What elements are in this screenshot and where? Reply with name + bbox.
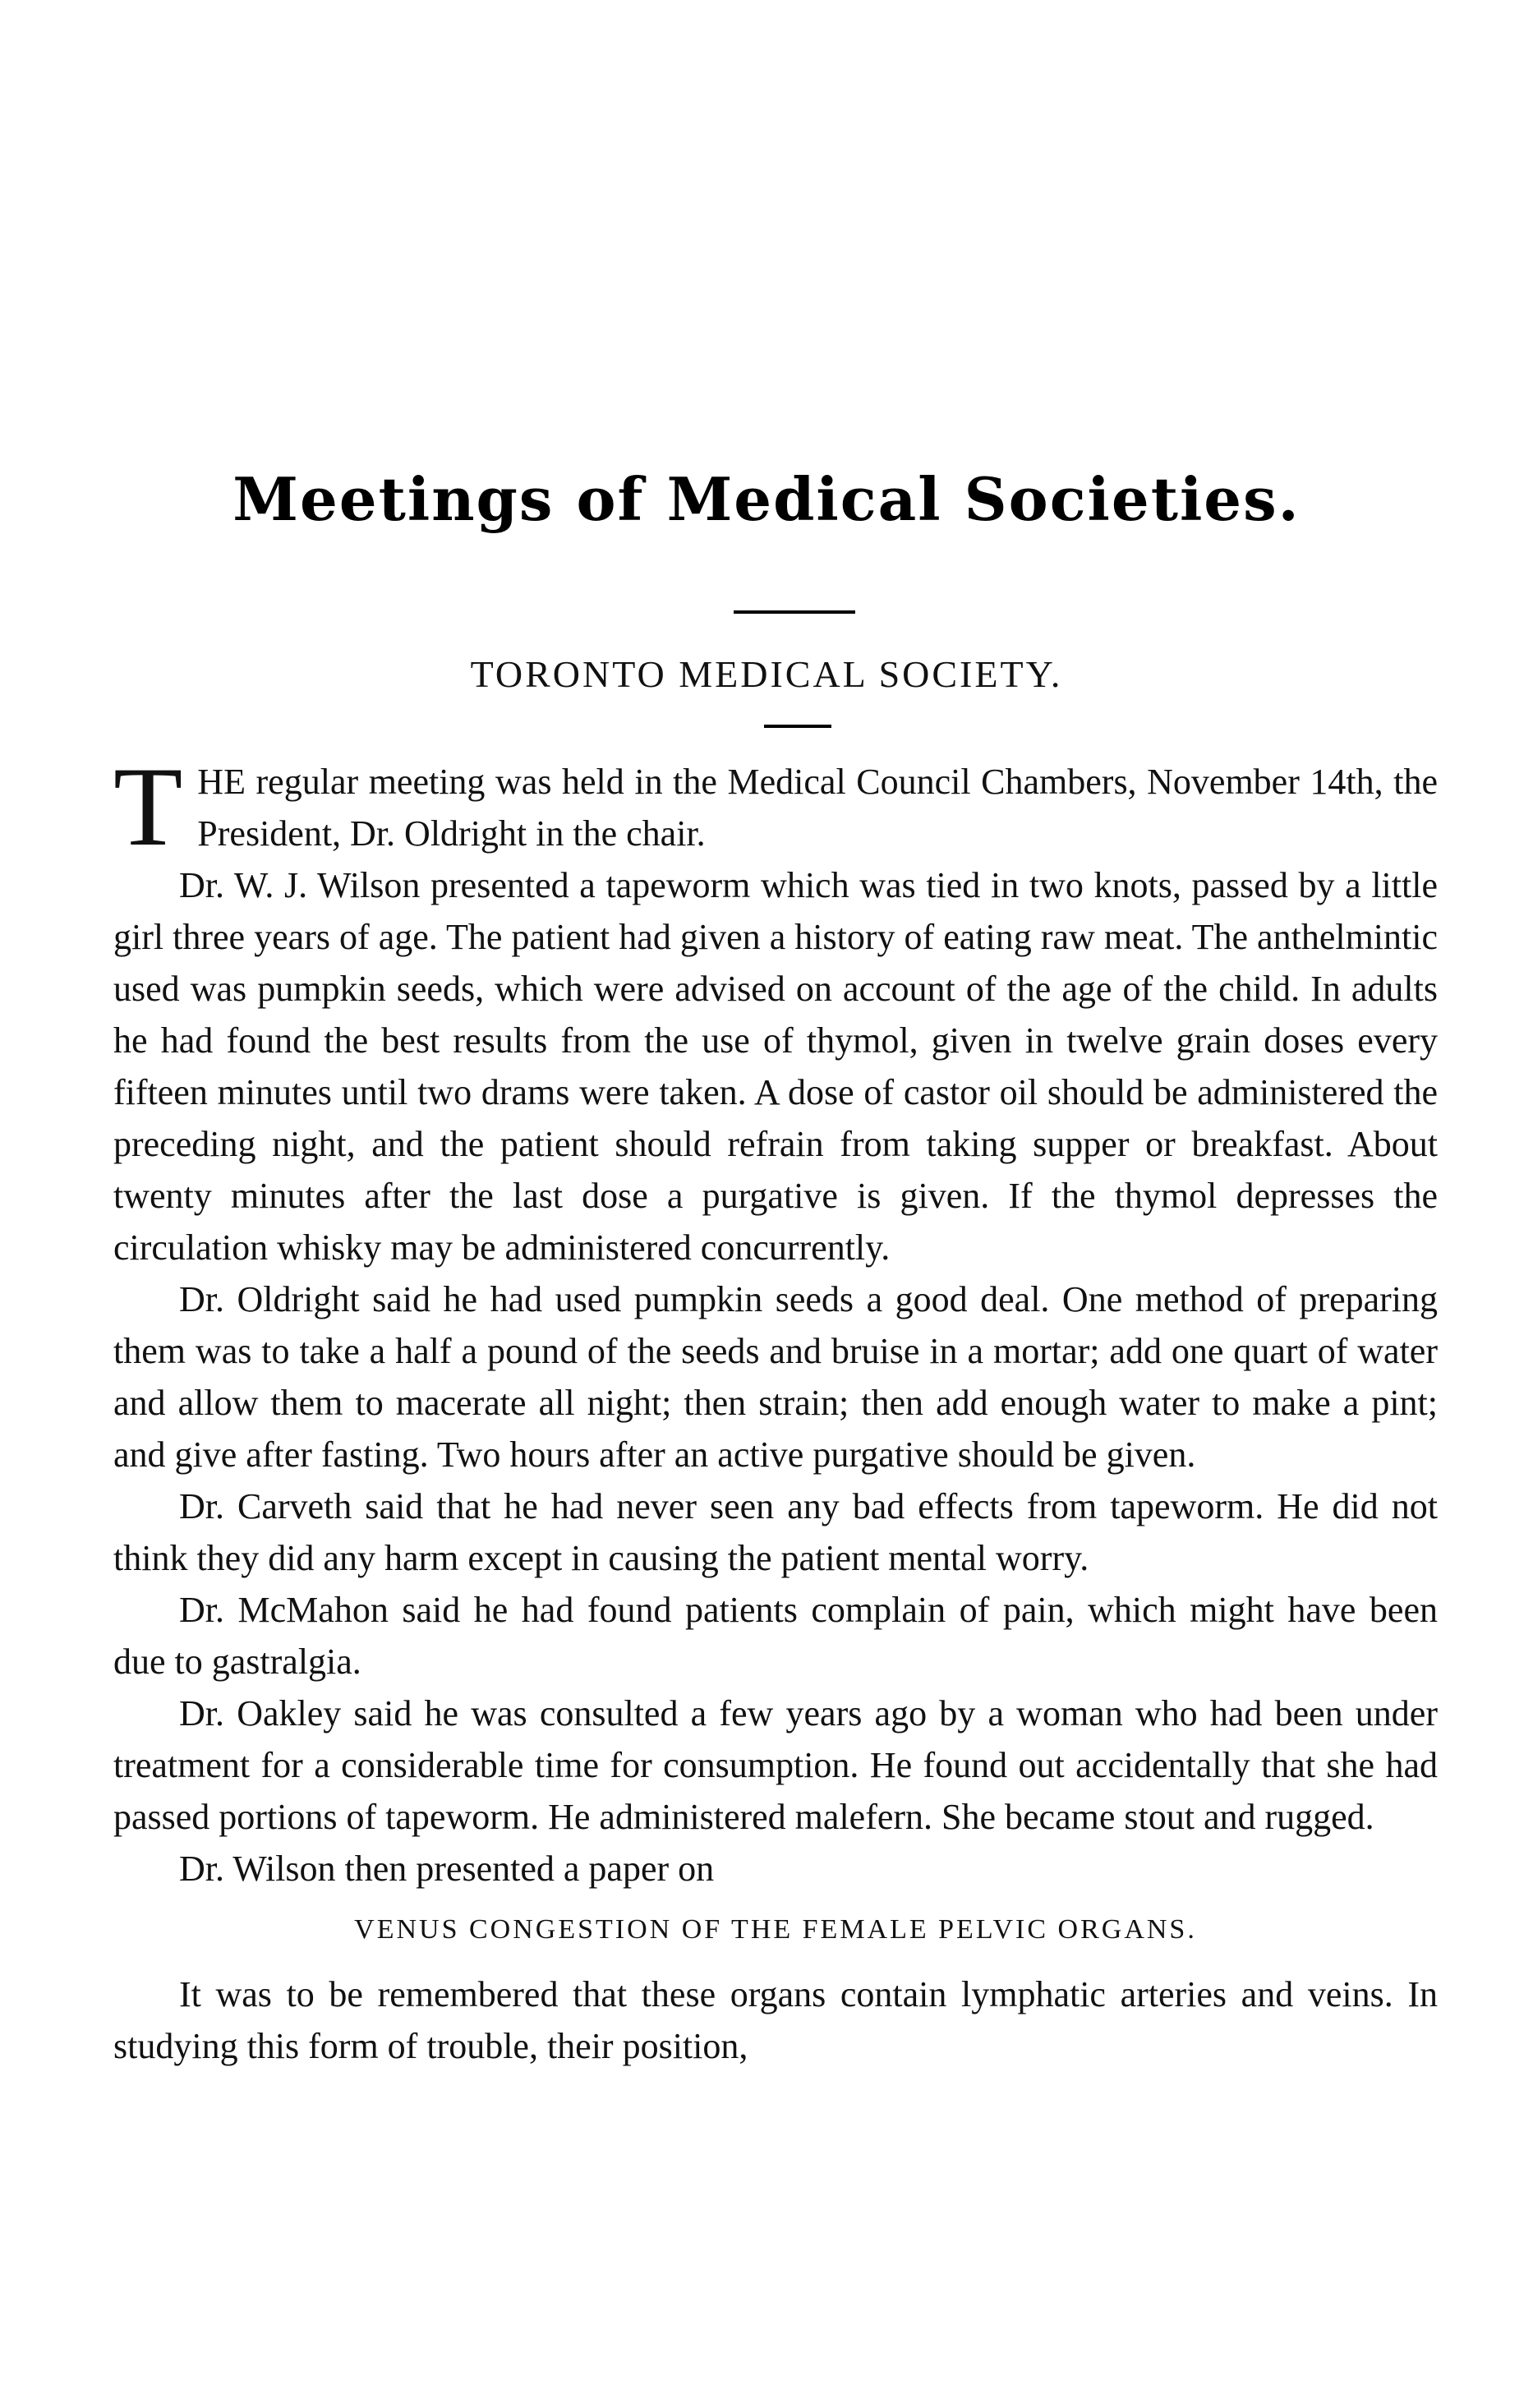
paragraph-carveth: Dr. Carveth said that he had never seen any bad effects from tapeworm. He did not think they did any harm except in causing the patient mental worry. [113,1486,1438,1578]
opening-paragraph [113,744,1438,869]
society-divider [764,725,831,728]
title-divider [734,610,855,614]
article-body [113,744,1438,2072]
paragraph-paper-intro: Dr. Wilson then presented a paper on [179,1849,715,1889]
paragraph-mcmahon: Dr. McMahon said he had found patients complain of pain, which might have been due to gastralgia. [113,1590,1438,1682]
paragraph-closing: It was to be remembered that these organs contain lymphatic arteries and veins. In studying this form of trouble, their position, [113,1974,1438,2066]
paper-subheading: VENUS CONGESTION OF THE FEMALE PELVIC ORGANS. [354,1914,1197,1945]
paragraph-wilson: Dr. W. J. Wilson presented a tapeworm which was tied in two knots, passed by a little girl three years of age. The patient had given a history of eating raw meat. The anthelmintic used was pumpkin seeds, which were advised on account of the age of the child. In adults he had found the best results from the use of thymol, given in twelve grain doses every fifteen minutes until two drams were taken. A dose of castor oil should be administered the preceding night, and the patient should refrain from taking supper or breakfast. About twenty minutes after the last dose a purgative is given. If the thymol depresses the circulation whisky may be administered concurrently. [113,865,1438,1268]
drop-cap: T [113,744,183,869]
opening-text: HE regular meeting was held in the Medical Council Chambers, November 14th, the President, Dr. Oldright in the chair. [197,762,1438,854]
paragraph-oldright: Dr. Oldright said he had used pumpkin seeds a good deal. One method of preparing them was to take a half a pound of the seeds and bruise in a mortar; add one quart of water and allow them to macerate all night; then strain; then add enough water to make a pint; and give after fasting. Two hours after an active purgative should be given. [113,1279,1438,1475]
section-title: Meetings of Medical Societies. [232,464,1301,534]
society-heading: TORONTO MEDICAL SOCIETY. [470,653,1063,695]
paragraph-oakley: Dr. Oakley said he was consulted a few years ago by a woman who had been under treatment for a considerable time for consumption. He found out accidentally that she had passed portions of tapeworm. He administered malefern. She became stout and rugged. [113,1693,1438,1837]
